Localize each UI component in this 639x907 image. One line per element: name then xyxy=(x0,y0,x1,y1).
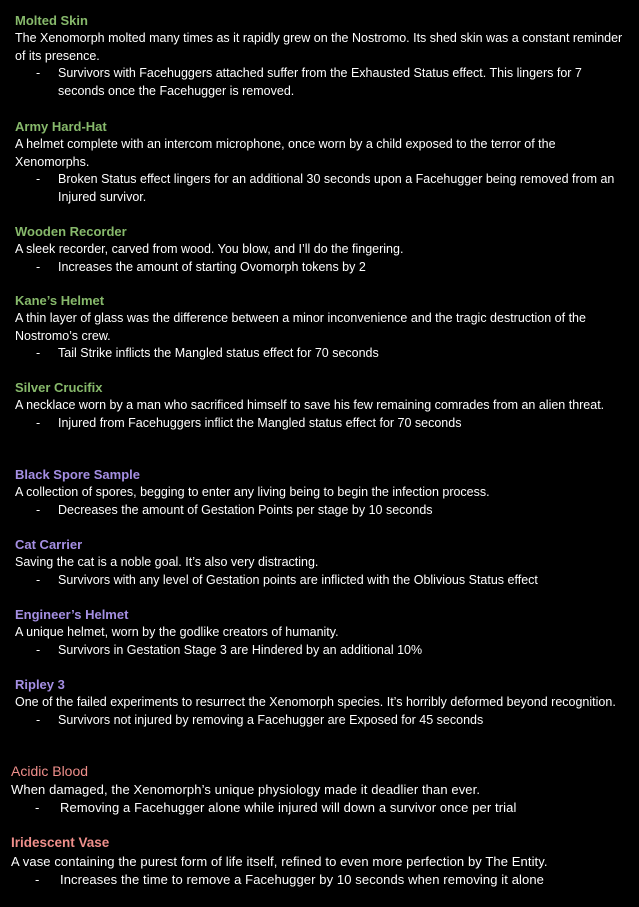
addon-title: Cat Carrier xyxy=(15,537,83,552)
addon-ripley-3 xyxy=(15,676,630,729)
addon-description: A necklace worn by a man who sacrificed himself to save his few remaining comrades from an alien threat. xyxy=(15,398,605,412)
addon-description: A unique helmet, worn by the godlike creators of humanity. xyxy=(15,625,339,639)
bullet-dash: - xyxy=(35,799,40,815)
addon-effect-text: Survivors in Gestation Stage 3 are Hindered by an additional 10% xyxy=(58,642,423,657)
addon-effect xyxy=(15,712,630,730)
addon-description: When damaged, the Xenomorph’s unique physiology made it deadlier than ever. xyxy=(11,782,481,797)
addon-effect-text: Survivors with Facehuggers attached suffer from the Exhausted Status effect. This lingers for 7 seconds once the Facehugger is removed. xyxy=(58,66,582,98)
addon-iridescent-vase xyxy=(11,834,636,888)
bullet-dash: - xyxy=(36,259,41,274)
addon-title: Molted Skin xyxy=(15,13,88,28)
addon-description: Saving the cat is a noble goal. It’s also very distracting. xyxy=(15,555,319,569)
addon-effect xyxy=(15,259,630,277)
addon-wooden-recorder xyxy=(15,223,630,276)
addon-title: Iridescent Vase xyxy=(11,835,110,850)
addon-description: A helmet complete with an intercom microphone, once worn by a child exposed to the terror of the Xenomorphs. xyxy=(15,137,556,169)
bullet-dash: - xyxy=(36,642,41,657)
addon-effect xyxy=(11,799,636,817)
addon-title: Army Hard-Hat xyxy=(15,119,107,134)
addon-army-hard-hat xyxy=(15,118,630,206)
bullet-dash: - xyxy=(36,172,41,186)
addon-effect xyxy=(15,572,630,590)
addon-title: Black Spore Sample xyxy=(15,467,140,482)
addon-effect-text: Broken Status effect lingers for an additional 30 seconds upon a Facehugger being removed from an Injured survivor. xyxy=(58,172,615,204)
addon-description: The Xenomorph molted many times as it rapidly grew on the Nostromo. Its shed skin was a constant reminder of its presence. xyxy=(15,31,623,63)
addon-effect xyxy=(15,642,630,660)
addon-effect xyxy=(15,345,630,363)
addon-title: Silver Crucifix xyxy=(15,380,103,395)
addon-description: A thin layer of glass was the difference between a minor inconvenience and the tragic destruction of the Nostromo’s crew. xyxy=(15,311,586,343)
addon-effect-text: Tail Strike inflicts the Mangled status effect for 70 seconds xyxy=(58,346,379,360)
addon-effect-text: Increases the time to remove a Facehugger by 10 seconds when removing it alone xyxy=(60,871,545,887)
addon-kanes-helmet xyxy=(15,292,630,363)
addon-title: Wooden Recorder xyxy=(15,224,127,239)
addon-engineers-helmet xyxy=(15,606,630,659)
bullet-dash: - xyxy=(36,66,41,80)
addon-black-spore-sample xyxy=(15,466,630,519)
addon-title: Acidic Blood xyxy=(11,763,89,779)
addon-effect xyxy=(15,65,630,100)
addon-effect xyxy=(15,415,630,433)
addon-effect-text: Injured from Facehuggers inflict the Mangled status effect for 70 seconds xyxy=(58,415,462,430)
addon-molted-skin xyxy=(15,12,630,100)
addon-description: A vase containing the purest form of life itself, refined to even more perfection by The Entity. xyxy=(11,854,548,869)
addon-effect-text: Survivors with any level of Gestation points are inflicted with the Oblivious Status effect xyxy=(58,572,538,587)
bullet-dash: - xyxy=(36,572,41,587)
addon-description: A collection of spores, begging to enter any living being to begin the infection process. xyxy=(15,485,490,499)
addon-description: A sleek recorder, carved from wood. You blow, and I’ll do the fingering. xyxy=(15,242,404,256)
addon-title: Engineer’s Helmet xyxy=(15,607,129,622)
addon-effect-text: Survivors not injured by removing a Facehugger are Exposed for 45 seconds xyxy=(58,712,484,727)
bullet-dash: - xyxy=(36,415,41,430)
addon-description: One of the failed experiments to resurrect the Xenomorph species. It’s horribly deformed beyond recognition. xyxy=(15,695,616,709)
addon-effect-text: Increases the amount of starting Ovomorph tokens by 2 xyxy=(58,259,366,274)
addon-silver-crucifix xyxy=(15,379,630,432)
addon-title: Ripley 3 xyxy=(15,677,65,692)
addon-acidic-blood xyxy=(11,762,636,816)
bullet-dash: - xyxy=(36,502,41,517)
bullet-dash: - xyxy=(36,712,41,727)
addon-effect xyxy=(15,502,630,520)
bullet-dash: - xyxy=(35,871,40,887)
addon-cat-carrier xyxy=(15,536,630,589)
addon-effect-text: Decreases the amount of Gestation Points per stage by 10 seconds xyxy=(58,502,433,517)
addon-effect xyxy=(11,871,636,889)
addon-effect xyxy=(15,171,630,206)
addon-title: Kane’s Helmet xyxy=(15,293,105,308)
bullet-dash: - xyxy=(36,346,41,360)
addon-effect-text: Removing a Facehugger alone while injured will down a survivor once per trial xyxy=(60,799,517,815)
